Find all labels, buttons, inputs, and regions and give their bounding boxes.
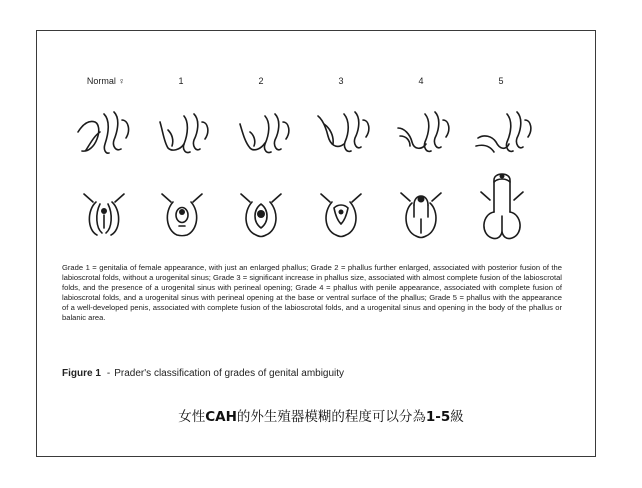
chinese-annotation-part-2: 的外生殖器模糊的程度可以分為 [236, 409, 426, 425]
figure-caption: Grade 1 = genitalia of female appearance, with just an enlarged phallus; Grade 2 = phallus further enlarged, associated with posterior fusion of the labioscrotal folds, without a urogenital sinus; Grade 3 = significant increase in phallus size, associated with almost complete fusion of the labioscrotal folds, and the presence of a urogenital sinus with perineal opening; Grade 4 = phallus with penile appearance, associated with complete fusion of labioscrotal folds, and a urogenital sinus with perineal opening at the base or ventral surface of the phallus; Grade 5 = phallus with the appearance of a well-developed penis, associated with complete fusion of the labioscrotal folds, and a urogenital sinus and opening in the body of the phallus or balanic area. [62, 263, 562, 322]
chinese-annotation-part-1: 女性 [178, 409, 206, 425]
sagittal-grade-3-illustration [314, 106, 374, 156]
chinese-annotation-range: 1-5 [425, 409, 451, 425]
external-grade-1-illustration [159, 190, 205, 240]
sagittal-grade-2-illustration [234, 108, 294, 156]
figure-title [62, 368, 344, 379]
stage-label-3: 3 [338, 76, 344, 86]
external-grade-5-illustration [476, 170, 528, 242]
figure-separator: - [106, 368, 111, 379]
external-grade-2-illustration [238, 190, 284, 240]
sagittal-grade-5-illustration [474, 106, 536, 156]
figure-number: Figure 1 [62, 368, 101, 379]
external-grade-4-illustration [398, 183, 444, 241]
stage-label-2: 2 [258, 76, 264, 86]
chinese-annotation [0, 405, 642, 425]
stage-label-4: 4 [418, 76, 424, 86]
stage-label-1: 1 [178, 76, 184, 86]
chinese-annotation-abbrev: CAH [205, 409, 237, 425]
chinese-annotation-part-3: 級 [450, 409, 464, 425]
sagittal-normal-illustration [76, 108, 136, 156]
sagittal-grade-1-illustration [154, 108, 214, 156]
stage-label-normal: Normal ♀ [86, 76, 126, 86]
figure-frame [36, 30, 596, 457]
sagittal-grade-4-illustration [394, 106, 454, 156]
external-grade-3-illustration [318, 190, 364, 240]
figure-title-text: Prader's classification of grades of genital ambiguity [114, 368, 345, 379]
stage-label-5: 5 [498, 76, 504, 86]
external-normal-illustration [81, 190, 127, 240]
